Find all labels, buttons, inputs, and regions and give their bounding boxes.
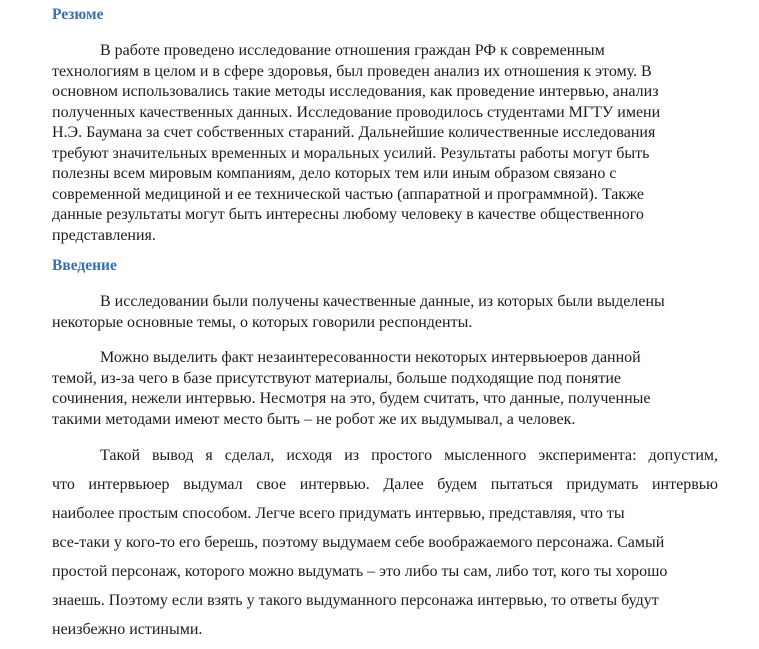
summary-line: данные результаты могут быть интересны любому человеку в качестве общественного — [52, 206, 644, 223]
intro-paragraph-3 — [52, 441, 718, 644]
intro-line: некоторые основные темы, о которых говорили респонденты. — [52, 313, 473, 331]
intro-line: такими методами имеют место быть – не робот же их выдумывал, а человек. — [52, 410, 576, 428]
summary-line: полученных качественных данных. Исследование проводилось студентами МГТУ имени — [52, 103, 661, 121]
intro-line: все-таки у кого-то его берешь, поэтому выдумаем себе воображаемого персонажа. Самый — [52, 534, 665, 551]
summary-line: Н.Э. Баумана за счет собственных стараний. Дальнейшие количественные исследования — [52, 124, 656, 141]
intro-paragraph-1 — [52, 292, 727, 333]
intro-line: неизбежно истиными. — [52, 621, 203, 638]
intro-heading: Введение — [52, 257, 117, 274]
summary-line: представления. — [52, 226, 156, 244]
summary-heading: Резюме — [52, 6, 104, 23]
summary-line: полезны всем мировым компаниям, дело которых тем или иным образом связано с — [52, 165, 617, 182]
intro-line: знаешь. Поэтому если взять у такого выдуманного персонажа интервью, то ответы будут — [52, 592, 659, 609]
intro-line: сочинения, нежели интервью. Несмотря на это, будем считать, что данные, полученные — [52, 390, 651, 407]
summary-paragraph — [52, 41, 727, 246]
intro-line: Такой вывод я сделал, исходя из простого мысленного эксперимента: допустим, — [100, 447, 718, 464]
intro-line: Можно выделить факт незаинтересованности некоторых интервьюеров данной — [100, 349, 641, 366]
summary-line: основном использовались такие методы исследования, как проведение интервью, анализ — [52, 83, 659, 100]
intro-line: В исследовании были получены качественные данные, из которых были выделены — [100, 293, 665, 310]
intro-line: простой персонаж, которого можно выдумать – это либо ты сам, либо тот, кого ты хорошо — [52, 563, 668, 580]
intro-line: наиболее простым способом. Легче всего придумать интервью, представляя, что ты — [52, 505, 625, 522]
summary-line: современной медициной и ее технической частью (аппаратной и программной). Также — [52, 185, 645, 203]
intro-paragraph-2 — [52, 348, 727, 430]
intro-line: темой, из-за чего в базе присутствуют материалы, больше подходящие под понятие — [52, 369, 621, 387]
summary-line: требуют значительных временных и моральных усилий. Результаты работы могут быть — [52, 144, 650, 162]
summary-line: технологиям в целом и в сфере здоровья, был проведен анализ их отношения к этому. В — [52, 62, 652, 80]
summary-line: В работе проведено исследование отношения граждан РФ к современным — [100, 42, 605, 59]
intro-line: что интервьюер выдумал свое интервью. Далее будем пытаться придумать интервью — [52, 476, 718, 493]
